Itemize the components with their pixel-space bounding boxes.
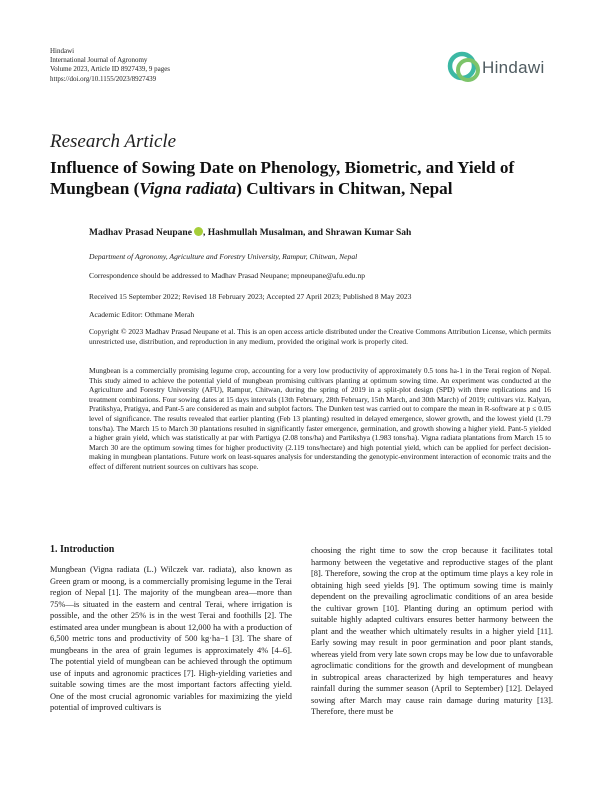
author-first[interactable]: Madhav Prasad Neupane (89, 228, 192, 238)
intro-column-left: Mungbean (Vigna radiata (L.) Wilczek var. radiata), also known as Green gram or moong, is a commercially promising legume in the Terai region of Nepal [1]. The majority of the mungbean area—more than 75%—is situated in the eastern and central Terai, where irrigation is possible, and the other 25% is in the west Terai and foothills [2]. The estimated area under mungbean is about 12,000 ha with a production of 6,500 metric tons and productivity of 500 kg·ha−1 [3]. The share of mungbeans in the area of grain legumes is approximately 4% [4–6]. The potential yield of mungbean can be achieved through the optimum use of inputs and agronomic practices [7]. High-yielding varieties and suitable sowing times are the most important factors affecting yield. One of the most crucial agronomic variables for maximizing the yield potential of improved cultivars is (50, 565, 292, 712)
author-list (89, 227, 411, 238)
logo-wordmark: Hindawi (482, 58, 545, 77)
academic-editor: Academic Editor: Othmane Merah (89, 310, 195, 319)
orcid-icon[interactable] (194, 227, 203, 236)
journal-meta (50, 47, 170, 84)
author-rest: , Hashmullah Musalman, and Shrawan Kumar Sah (202, 228, 412, 238)
title-part-2: ) Cultivars in Chitwan, Nepal (236, 179, 453, 198)
doi-link[interactable]: https://doi.org/10.1155/2023/8927439 (50, 74, 157, 83)
article-type: Research Article (50, 131, 177, 152)
journal-name: International Journal of Agronomy (50, 56, 148, 65)
section-heading-introduction: 1. Introduction (50, 544, 115, 555)
volume-line: Volume 2023, Article ID 8927439, 9 pages (50, 65, 171, 74)
hindawi-logo (446, 50, 556, 86)
hindawi-logo-icon (446, 50, 482, 86)
abstract: Mungbean is a commercially promising legume crop, accounting for a very low productivity of approximately 0.5 tons ha-1 in the Terai region of Nepal. This study aimed to achieve the potential yield of mungbean promising cultivars planting at optimum sowing time. An experiment was conducted at the Agriculture and Forestry University (AFU), Rampur, Chitwan, during the spring of 2019 in a split-plot design (SPD) with three replications and 16 treatment combinations. Four sowing dates at 15 days intervals (13th February, 28th February, 15th March, and 30th March) of 2019; cultivars viz. Kalyan, Pratikshya, Pratigya, and Pant-5 are considered as main and subplot factors. The Dunken test was carried out to compare the mean in R-software at p ≤ 0.05 level of significance. The results revealed that earlier planting (Feb 13 planting) resulted in delayed emergence, slower growth, and the lowest yield (1.79 tons/ha). The March 15 to March 30 plantations resulted in significantly faster emergence, germination, and growth showing a higher yield. Pant-5 yielded a higher grain yield, which was statistically at par with Partigya (2.08 tons/ha) and Partikshya (1.983 tons/ha). Vigna radiata plantations from March 15 to March 30 are the optimum sowing times for higher productivity (2.119 tons/hectare) and high potential yield, which can be applied for perfect decision-making in mungbean plantations. Future work on least-squares analysis for understanding the genotypic-environment interaction of economic traits and the effect of different nutrient sources on cultivars has scope. (89, 366, 551, 471)
copyright-notice: Copyright © 2023 Madhav Prasad Neupane et al. This is an open access article distributed under the Creative Commons Attribution License, which permits unrestricted use, distribution, and reproduction in any medium, provided the original work is properly cited. (89, 327, 551, 346)
intro-column-right: choosing the right time to sow the crop because it facilitates total harmony between the vegetative and reproductive stages of the plant [8]. Therefore, sowing the crop at the optimum time plays a key role in obtaining high seed yields [9]. The optimum sowing time is mainly dependent on the prevailing agroclimatic conditions of an area beside the cultivar grown [10]. Planting during an optimum period with suitable highly adapted cultivars ensures better harmony between the plant and the weather which ultimately results in a higher yield [11]. Early sowing may result in poor germination and poor plant stands, whereas yield from very late sown crops may be low due to unfavorable agroclimatic conditions for the growth and development of mungbean in subtropical areas characterized by high temperatures and heavy rainfall during the summer season (April to September) [12]. Delayed sowing after March may cause rain damage during maturity [13]. Therefore, there must be (311, 546, 553, 716)
correspondence: Correspondence should be addressed to Madhav Prasad Neupane; mpneupane@afu.edu.np (89, 271, 366, 280)
affiliation: Department of Agronomy, Agriculture and Forestry University, Rampur, Chitwan, Nepal (89, 252, 358, 261)
publisher-name: Hindawi (50, 47, 75, 55)
title-part-1: Influence of Sowing Date on Phenology, Biometric, and Yield of Mungbean ( (50, 158, 515, 198)
title-italic-species: Vigna radiata (139, 179, 237, 198)
paper-title (50, 157, 570, 199)
publication-dates: Received 15 September 2022; Revised 18 February 2023; Accepted 27 April 2023; Published 8 May 2023 (89, 292, 412, 301)
